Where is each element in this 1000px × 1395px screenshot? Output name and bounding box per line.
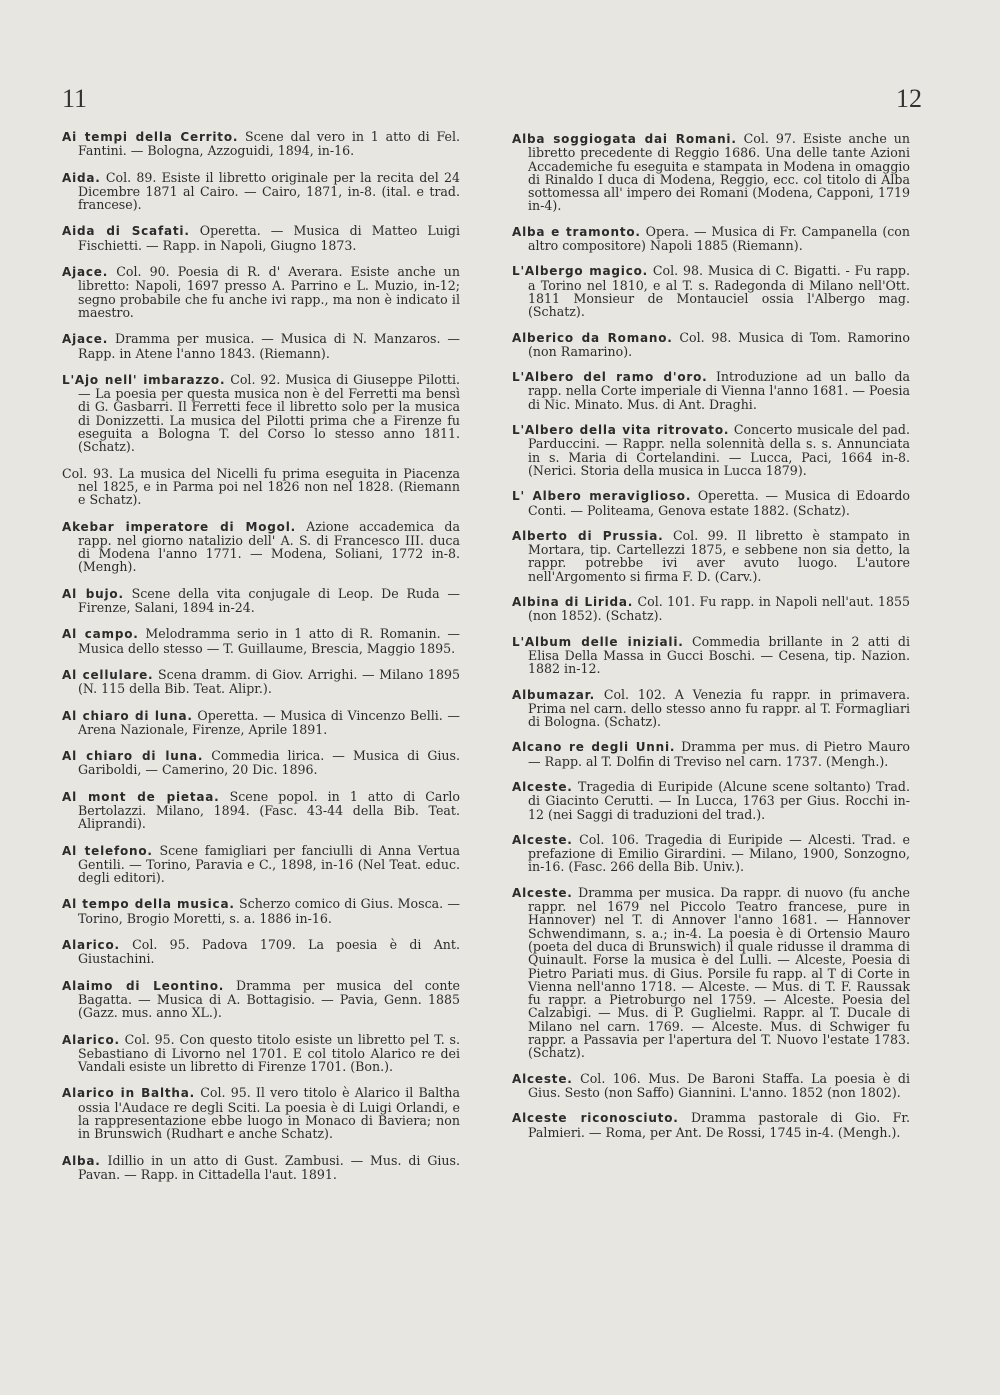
catalog-entry — [62, 897, 460, 925]
catalog-entry — [62, 1033, 460, 1074]
entry-text: Idillio in un atto di Gust. Zambusi. — Mus. di Gius. Pavan. — Rapp. in Cittadella l'aut. 1891. — [78, 1152, 460, 1182]
entry-title: Ajace. — [62, 265, 109, 280]
entry-text: Commedia lirica. — Musica di Gius. Gariboldi, — Camerino, 20 Dic. 1896. — [78, 748, 460, 778]
entry-text: Col. 95. Con questo titolo esiste un libretto pel T. s. Sebastiano di Livorno nel 1701. E col titolo Alarico re dei Vandali esiste un libretto di Firenze 1701. (Bon.). — [78, 1031, 460, 1075]
entry-text: Col. 98. Musica di C. Bigatti. - Fu rapp. a Torino nel 1810, e al T. s. Radegonda di Milano nell'Ott. 1811 Monsieur de Montauciel ossia l'Albergo mag. (Schatz). — [528, 263, 910, 320]
catalog-entry — [512, 489, 910, 517]
catalog-entry — [62, 224, 460, 252]
entry-text: Dramma pastorale di Gio. Fr. Palmieri. — Roma, per Ant. De Rossi, 1745 in-4. (Mengh.). — [528, 1110, 910, 1140]
catalog-entry — [62, 332, 460, 360]
catalog-entry — [512, 688, 910, 729]
catalog-entry — [62, 668, 460, 696]
catalog-entry — [512, 595, 910, 623]
catalog-entry — [512, 740, 910, 768]
catalog-entry — [62, 373, 460, 454]
left-column — [62, 130, 460, 1194]
catalog-entry — [62, 709, 460, 737]
entry-title: Alceste riconosciuto. — [512, 1111, 679, 1126]
catalog-entry — [62, 520, 460, 574]
catalog-entry — [62, 587, 460, 615]
entry-text: Col. 97. Esiste anche un libretto precedente di Reggio 1686. Una delle tante Azioni Accademiche fu eseguita e stampata in Modena in omaggio di Rinaldo I duca di Modena, Reggio, ecc. col titolo di Alba sottomessa all' impero dei Romani (Modena, Capponi, 1719 in-4). — [528, 131, 910, 214]
entry-text: Col. 95. Il vero titolo è Alarico il Baltha ossia l'Audace re degli Sciti. La poesia è di Luigi Orlandi, e la rappresentazione ebbe luogo in Monaco di Baviera; non in Brunswich (Rudhart e anche Schatz). — [78, 1085, 460, 1142]
entry-text: Dramma per musica. Da rappr. di nuovo (fu anche rappr. nel 1679 nel Piccolo Teatro francese, pure in Hannover) nel T. di Annover l'anno 1681. — Hannover Schwendimann, s. a.; in-4. La poesia è di Ortensio Mauro (poeta del duca di Brunswich) il quale ridusse il dramma di Quinault. Forse la musica è del Lulli. — Alceste, Poesia di Pietro Pariati mus. di Gius. Porsile fu rapp. al T di Corte in Vienna nell'anno 1718. — Alceste. — Mus. di T. F. Raussak fu rappr. a Pietroburgo nel 1759. — Alceste. Poesia del Calzabigi. — Mus. di P. Guglielmi. Rappr. al T. Ducale di Milano nel carn. 1769. — Alceste. Mus. di Schwiger fu rappr. a Passavia per l'apertura del T. Nuovo l'estate 1783. (Schatz). — [528, 884, 910, 1061]
entry-title: Aida. — [62, 170, 101, 185]
entry-title: Alba. — [62, 1153, 101, 1168]
entry-text: Opera. — Musica di Fr. Campanella (con altro compositore) Napoli 1885 (Riemann). — [528, 223, 910, 254]
catalog-entry — [512, 225, 910, 253]
entry-title: Akebar imperatore di Mogol. — [62, 519, 296, 534]
catalog-entry — [512, 833, 910, 874]
catalog-entry — [62, 979, 460, 1020]
catalog-entry — [62, 790, 460, 831]
catalog-entry — [512, 529, 910, 583]
catalog-entry — [512, 423, 910, 477]
entry-text: Scena dramm. di Giov. Arrighi. — Milano 1895 (N. 115 della Bib. Teat. Alipr.). — [78, 666, 460, 697]
entry-title: Al tempo della musica. — [62, 897, 235, 912]
entry-text: Col. 90. Poesia di R. d' Averara. Esiste anche un libretto: Napoli, 1697 presso A. Parrino e L. Muzio, in-12; segno probabile che fu anche ivi rapp., ma non è indicato il maestro. — [78, 264, 460, 320]
right-column — [512, 132, 910, 1151]
entry-text: Scene della vita conjugale di Leop. De Ruda — Firenze, Salani, 1894 in-24. — [78, 585, 460, 616]
entry-text: Azione accademica da rapp. nel giorno natalizio dell' A. S. di Francesco III. duca di Modena l'anno 1771. — Modena, Soliani, 1772 in-8. (Mengh). — [78, 518, 460, 575]
catalog-entry — [62, 171, 460, 212]
entry-text: Col. 106. Mus. De Baroni Staffa. La poesia è di Gius. Sesto (non Saffo) Giannini. L'anno. 1852 (non 1802). — [528, 1070, 910, 1100]
catalog-entry — [512, 264, 910, 318]
entry-title: Al mont de pietaa. — [62, 789, 220, 804]
entry-title: Alceste. — [512, 1071, 573, 1086]
entry-title: Ajace. — [62, 332, 109, 347]
catalog-entry — [512, 1111, 910, 1139]
entry-title: Alceste. — [512, 885, 573, 900]
catalog-entry — [512, 635, 910, 676]
entry-title: L'Album delle iniziali. — [512, 634, 684, 649]
entry-text: Concerto musicale del pad. Parduccini. — Rappr. nella solennità della s. s. Annunciata in s. Maria di Cortelandini. — Lucca, Paci, 1664 in-8. (Nerici. Storia della musica in Lucca 1879). — [528, 422, 910, 478]
entry-title: Al campo. — [62, 627, 139, 642]
page-number-right: 12 — [896, 84, 922, 113]
entry-title: L'Albero della vita ritrovato. — [512, 423, 730, 438]
entry-text: Scherzo comico di Gius. Mosca. — Torino, Brogio Moretti, s. a. 1886 in-16. — [78, 896, 461, 926]
entry-text: Col. 95. Padova 1709. La poesia è di Ant. Giustachini. — [78, 937, 460, 967]
catalog-entry — [512, 132, 910, 213]
entry-text: Col. 89. Esiste il libretto originale per la recita del 24 Dicembre 1871 al Cairo. — Cairo, 1871, in-8. (ital. e trad. francese). — [78, 169, 460, 213]
catalog-entry — [62, 1086, 460, 1140]
entry-title: Alarico. — [62, 1032, 120, 1047]
entry-title: Alberico da Romano. — [512, 330, 673, 345]
entry-text: Col. 106. Tragedia di Euripide — Alcesti. Trad. e prefazione di Emilio Girardini. — Milano, 1900, Sonzogno, in-16. (Fasc. 266 della Bib. Univ.). — [528, 831, 910, 875]
catalog-entry — [62, 938, 460, 966]
catalog-entry — [62, 265, 460, 319]
entry-text: Operetta. — Musica di Matteo Luigi Fischietti. — Rapp. in Napoli, Giugno 1873. — [78, 223, 460, 253]
catalog-entry — [62, 130, 460, 158]
catalog-entry — [512, 331, 910, 359]
entry-text: Col. 101. Fu rapp. in Napoli nell'aut. 1855 (non 1852). (Schatz). — [528, 594, 910, 624]
entry-title: Alceste. — [512, 779, 573, 794]
entry-text: Col. 99. Il libretto è stampato in Mortara, tip. Cartellezzi 1875, e sebbene non sia detto, la rappr. potrebbe ivi aver avuto luogo. L'autore nell'Argomento si firma F. D. (Carv.). — [528, 527, 910, 584]
entry-text: Operetta. — Musica di Edoardo Conti. — Politeama, Genova estate 1882. (Schatz). — [528, 488, 910, 518]
entry-text: Col. 98. Musica di Tom. Ramorino (non Ramarino). — [528, 329, 910, 359]
catalog-entry — [512, 886, 910, 1060]
entry-title: Alba e tramonto. — [512, 224, 641, 239]
catalog-entry — [512, 370, 910, 411]
entry-text: Scene dal vero in 1 atto di Fel. Fantini. — Bologna, Azzoguidi, 1894, in-16. — [78, 129, 460, 159]
entry-text: Col. 93. La musica del Nicelli fu prima eseguita in Piacenza nel 1825, e in Parma poi nel 1826 non nel 1828. (Riemann e Schatz). — [62, 465, 460, 508]
page-number-left: 11 — [62, 84, 88, 113]
catalog-entry — [62, 749, 460, 777]
entry-text: Tragedia di Euripide (Alcune scene soltanto) Trad. di Giacinto Cerutti. — In Lucca, 1763 per Gius. Rocchi in-12 (nei Saggi di traduzioni del trad.). — [528, 778, 910, 822]
entry-title: Albina di Lirida. — [512, 595, 634, 610]
entry-title: Aida di Scafati. — [62, 224, 190, 239]
entry-text: Col. 92. Musica di Giuseppe Pilotti. — La poesia per questa musica non è del Ferretti ma bensì di G. Gasbarri. Il Ferretti fece il libretto solo per la musica di Donizzetti. La musica del Pilotti prima che a Firenze fu eseguita a Bologna T. del Corso lo stesso anno 1811. (Schatz). — [78, 371, 460, 455]
catalog-entry — [62, 844, 460, 885]
catalog-entry — [62, 1154, 460, 1182]
entry-text: Commedia brillante in 2 atti di Elisa Della Massa in Gucci Boschi. — Cesena, tip. Nazion. 1882 in-12. — [528, 633, 910, 677]
entry-title: L'Ajo nell' imbarazzo. — [62, 372, 226, 387]
catalog-entry — [512, 1072, 910, 1100]
entry-title: Al telefono. — [62, 843, 153, 858]
entry-text: Dramma per musica. — Musica di N. Manzaros. — Rapp. in Atene l'anno 1843. (Riemann). — [78, 331, 460, 361]
entry-title: Albumazar. — [512, 687, 595, 702]
entry-title: L'Albergo magico. — [512, 264, 649, 279]
entry-text: Dramma per musica del conte Bagatta. — Musica di A. Bottagisio. — Pavia, Genn. 1885 (Gazz. mus. anno XL.). — [78, 977, 460, 1021]
entry-title: Alaimo di Leontino. — [62, 978, 225, 993]
catalog-entry — [512, 780, 910, 821]
entry-title: Alberto di Prussia. — [512, 528, 664, 543]
entry-title: L' Albero meraviglioso. — [512, 489, 692, 504]
entry-text: Scene famigliari per fanciulli di Anna Vertua Gentili. — Torino, Paravia e C., 1898, in-16 (Nel Teat. educ. degli editori). — [78, 842, 460, 886]
entry-title: Al chiaro di luna. — [62, 708, 193, 723]
entry-title: Alceste. — [512, 832, 573, 847]
entry-title: Alba soggiogata dai Romani. — [512, 132, 737, 146]
entry-title: Al chiaro di luna. — [62, 749, 204, 764]
entry-text: Col. 102. A Venezia fu rappr. in primavera. Prima nel carn. dello stesso anno fu rappr. al T. Formagliari di Bologna. (Schatz). — [528, 686, 910, 730]
catalog-entry — [62, 467, 460, 507]
entry-title: Al cellulare. — [62, 667, 154, 682]
catalog-entry — [62, 627, 460, 655]
entry-title: Alarico in Baltha. — [62, 1086, 196, 1101]
entry-text: Introduzione ad un ballo da rapp. nella Corte imperiale di Vienna l'anno 1681. — Poesia di Nic. Minato. Mus. di Ant. Draghi. — [528, 369, 911, 412]
entry-title: Ai tempi della Cerrito. — [62, 130, 239, 144]
entry-title: Alcano re degli Unni. — [512, 740, 676, 755]
entry-text: Scene popol. in 1 atto di Carlo Bertolazzi. Milano, 1894. (Fasc. 43-44 della Bib. Teat. Aliprandi). — [78, 788, 461, 832]
entry-title: Alarico. — [62, 938, 120, 953]
entry-text: Operetta. — Musica di Vincenzo Belli. — Arena Nazionale, Firenze, Aprile 1891. — [78, 707, 460, 737]
entry-text: Dramma per mus. di Pietro Mauro — Rapp. al T. Dolfin di Treviso nel carn. 1737. (Mengh.). — [528, 739, 910, 769]
entry-title: Al bujo. — [62, 586, 124, 601]
entry-title: L'Albero del ramo d'oro. — [512, 370, 708, 385]
entry-text: Melodramma serio in 1 atto di R. Romanin. — Musica dello stesso — T. Guillaume, Brescia, Maggio 1895. — [78, 626, 460, 656]
